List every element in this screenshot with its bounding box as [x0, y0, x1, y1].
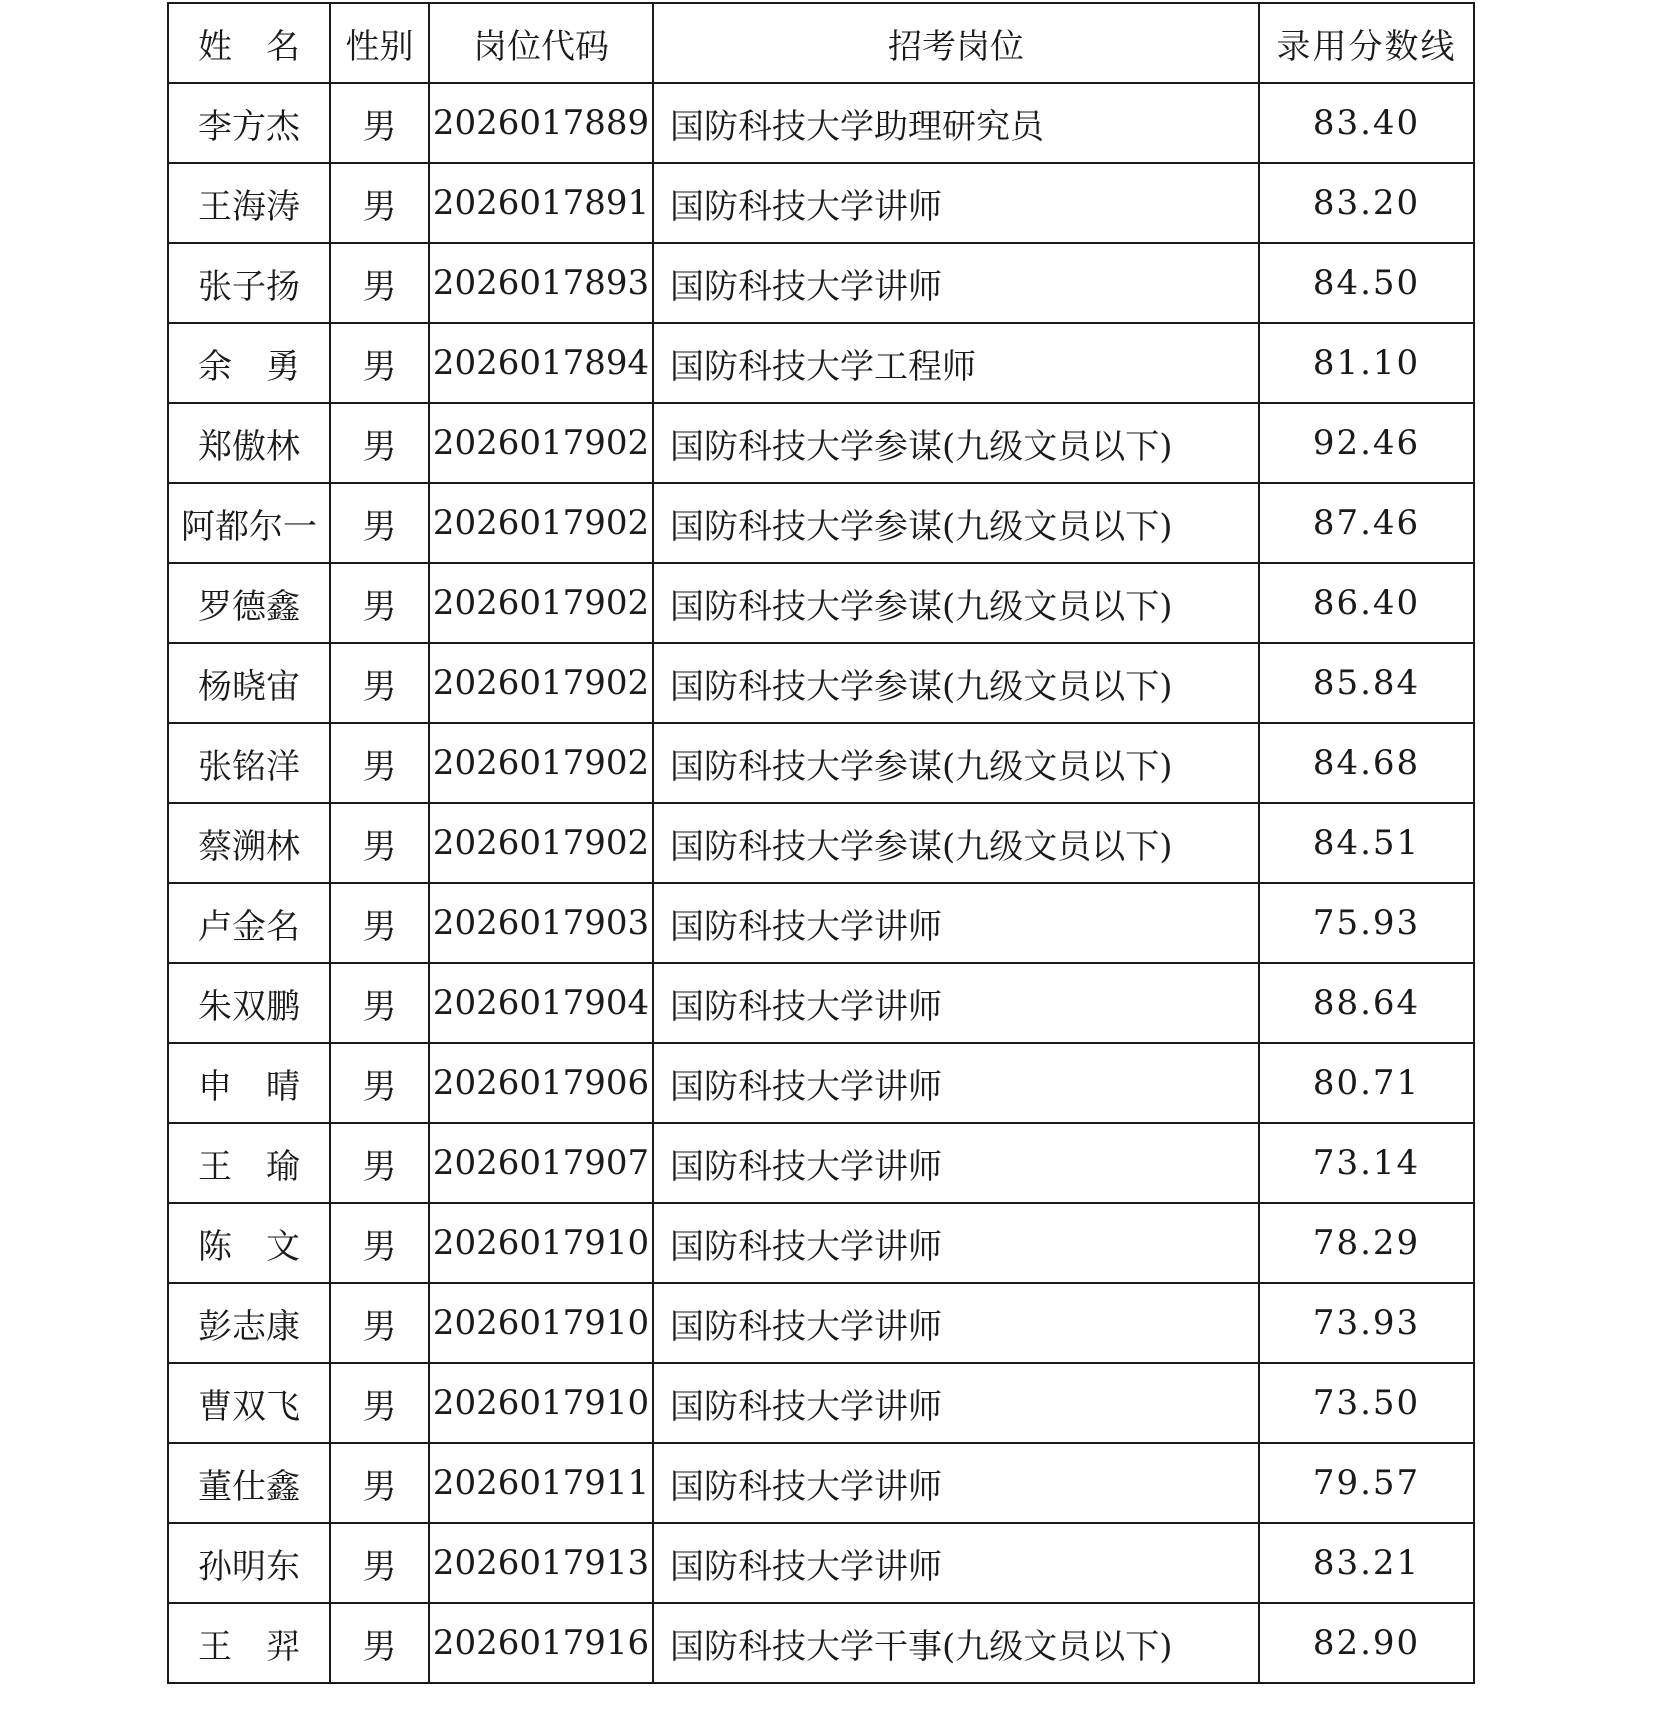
cell-post: 国防科技大学参谋(九级文员以下): [653, 723, 1259, 803]
table-header: [168, 3, 1474, 83]
table-row: [168, 1443, 1474, 1523]
cell-post: 国防科技大学讲师: [653, 1043, 1259, 1123]
header-post: 招考岗位: [653, 3, 1259, 83]
cell-name: 王 羿: [168, 1603, 330, 1683]
cell-name: 阿都尔一: [168, 483, 330, 563]
cell-name: 朱双鹏: [168, 963, 330, 1043]
cell-gender: 男: [330, 1523, 429, 1603]
cell-post: 国防科技大学讲师: [653, 1123, 1259, 1203]
table-row: [168, 403, 1474, 483]
cell-post: 国防科技大学参谋(九级文员以下): [653, 803, 1259, 883]
cell-gender: 男: [330, 643, 429, 723]
table-row: [168, 323, 1474, 403]
table-row: [168, 643, 1474, 723]
table-row: [168, 1043, 1474, 1123]
cell-post-code: 2026017902: [429, 803, 653, 883]
table-row: [168, 243, 1474, 323]
cell-name: 余 勇: [168, 323, 330, 403]
cell-post-code: 2026017913: [429, 1523, 653, 1603]
cell-name: 杨晓宙: [168, 643, 330, 723]
table-row: [168, 483, 1474, 563]
table-row: [168, 963, 1474, 1043]
admission-score-table: [167, 2, 1475, 1684]
cell-post-code: 2026017910: [429, 1363, 653, 1443]
table-row: [168, 1203, 1474, 1283]
header-post-code: 岗位代码: [429, 3, 653, 83]
cell-post: 国防科技大学讲师: [653, 963, 1259, 1043]
cell-post-code: 2026017902: [429, 483, 653, 563]
cell-post: 国防科技大学参谋(九级文员以下): [653, 563, 1259, 643]
cell-score: 84.50: [1259, 243, 1474, 323]
cell-post: 国防科技大学讲师: [653, 1523, 1259, 1603]
cell-name: 王 瑜: [168, 1123, 330, 1203]
cell-gender: 男: [330, 803, 429, 883]
cell-score: 84.51: [1259, 803, 1474, 883]
header-name: 姓 名: [168, 3, 330, 83]
cell-score: 78.29: [1259, 1203, 1474, 1283]
table-row: [168, 883, 1474, 963]
table-row: [168, 563, 1474, 643]
cell-name: 张铭洋: [168, 723, 330, 803]
cell-name: 董仕鑫: [168, 1443, 330, 1523]
cell-name: 李方杰: [168, 83, 330, 163]
cell-name: 申 晴: [168, 1043, 330, 1123]
cell-post-code: 2026017902: [429, 723, 653, 803]
cell-score: 81.10: [1259, 323, 1474, 403]
cell-post: 国防科技大学讲师: [653, 1443, 1259, 1523]
cell-post: 国防科技大学干事(九级文员以下): [653, 1603, 1259, 1683]
table-row: [168, 163, 1474, 243]
cell-post-code: 2026017894: [429, 323, 653, 403]
cell-score: 80.71: [1259, 1043, 1474, 1123]
header-gender: 性别: [330, 3, 429, 83]
cell-post-code: 2026017904: [429, 963, 653, 1043]
cell-gender: 男: [330, 1443, 429, 1523]
cell-post: 国防科技大学讲师: [653, 883, 1259, 963]
cell-gender: 男: [330, 163, 429, 243]
cell-post-code: 2026017910: [429, 1203, 653, 1283]
cell-score: 88.64: [1259, 963, 1474, 1043]
cell-post-code: 2026017902: [429, 643, 653, 723]
table-row: [168, 1123, 1474, 1203]
cell-gender: 男: [330, 323, 429, 403]
cell-score: 83.40: [1259, 83, 1474, 163]
cell-gender: 男: [330, 963, 429, 1043]
cell-gender: 男: [330, 1123, 429, 1203]
cell-score: 83.20: [1259, 163, 1474, 243]
cell-post: 国防科技大学参谋(九级文员以下): [653, 643, 1259, 723]
cell-post: 国防科技大学讲师: [653, 163, 1259, 243]
cell-score: 85.84: [1259, 643, 1474, 723]
cell-gender: 男: [330, 883, 429, 963]
table-body: [168, 83, 1474, 1683]
cell-post-code: 2026017916: [429, 1603, 653, 1683]
cell-name: 罗德鑫: [168, 563, 330, 643]
cell-post: 国防科技大学工程师: [653, 323, 1259, 403]
cell-post: 国防科技大学参谋(九级文员以下): [653, 403, 1259, 483]
cell-score: 83.21: [1259, 1523, 1474, 1603]
cell-post: 国防科技大学助理研究员: [653, 83, 1259, 163]
cell-name: 王海涛: [168, 163, 330, 243]
cell-gender: 男: [330, 83, 429, 163]
cell-post-code: 2026017911: [429, 1443, 653, 1523]
cell-score: 87.46: [1259, 483, 1474, 563]
cell-score: 79.57: [1259, 1443, 1474, 1523]
cell-gender: 男: [330, 1043, 429, 1123]
table-row: [168, 803, 1474, 883]
cell-post-code: 2026017906: [429, 1043, 653, 1123]
header-score: 录用分数线: [1259, 3, 1474, 83]
cell-score: 86.40: [1259, 563, 1474, 643]
cell-post-code: 2026017910: [429, 1283, 653, 1363]
cell-score: 82.90: [1259, 1603, 1474, 1683]
cell-name: 张子扬: [168, 243, 330, 323]
header-row: [168, 3, 1474, 83]
cell-gender: 男: [330, 1203, 429, 1283]
cell-post-code: 2026017889: [429, 83, 653, 163]
cell-gender: 男: [330, 1363, 429, 1443]
cell-score: 84.68: [1259, 723, 1474, 803]
cell-post-code: 2026017902: [429, 403, 653, 483]
cell-name: 曹双飞: [168, 1363, 330, 1443]
cell-gender: 男: [330, 1283, 429, 1363]
cell-score: 73.50: [1259, 1363, 1474, 1443]
cell-post: 国防科技大学参谋(九级文员以下): [653, 483, 1259, 563]
cell-gender: 男: [330, 483, 429, 563]
cell-name: 卢金名: [168, 883, 330, 963]
cell-post-code: 2026017902: [429, 563, 653, 643]
table-row: [168, 83, 1474, 163]
cell-gender: 男: [330, 243, 429, 323]
table-row: [168, 1283, 1474, 1363]
table-row: [168, 1363, 1474, 1443]
cell-name: 郑傲林: [168, 403, 330, 483]
cell-gender: 男: [330, 723, 429, 803]
cell-score: 73.14: [1259, 1123, 1474, 1203]
cell-score: 92.46: [1259, 403, 1474, 483]
cell-score: 73.93: [1259, 1283, 1474, 1363]
cell-post-code: 2026017907: [429, 1123, 653, 1203]
cell-name: 蔡溯林: [168, 803, 330, 883]
cell-post: 国防科技大学讲师: [653, 1283, 1259, 1363]
cell-post-code: 2026017891: [429, 163, 653, 243]
cell-name: 陈 文: [168, 1203, 330, 1283]
table-row: [168, 1603, 1474, 1683]
cell-name: 孙明东: [168, 1523, 330, 1603]
cell-gender: 男: [330, 1603, 429, 1683]
table-row: [168, 723, 1474, 803]
cell-post-code: 2026017903: [429, 883, 653, 963]
cell-gender: 男: [330, 563, 429, 643]
cell-post: 国防科技大学讲师: [653, 1363, 1259, 1443]
cell-gender: 男: [330, 403, 429, 483]
cell-name: 彭志康: [168, 1283, 330, 1363]
cell-score: 75.93: [1259, 883, 1474, 963]
cell-post-code: 2026017893: [429, 243, 653, 323]
cell-post: 国防科技大学讲师: [653, 243, 1259, 323]
table-row: [168, 1523, 1474, 1603]
cell-post: 国防科技大学讲师: [653, 1203, 1259, 1283]
